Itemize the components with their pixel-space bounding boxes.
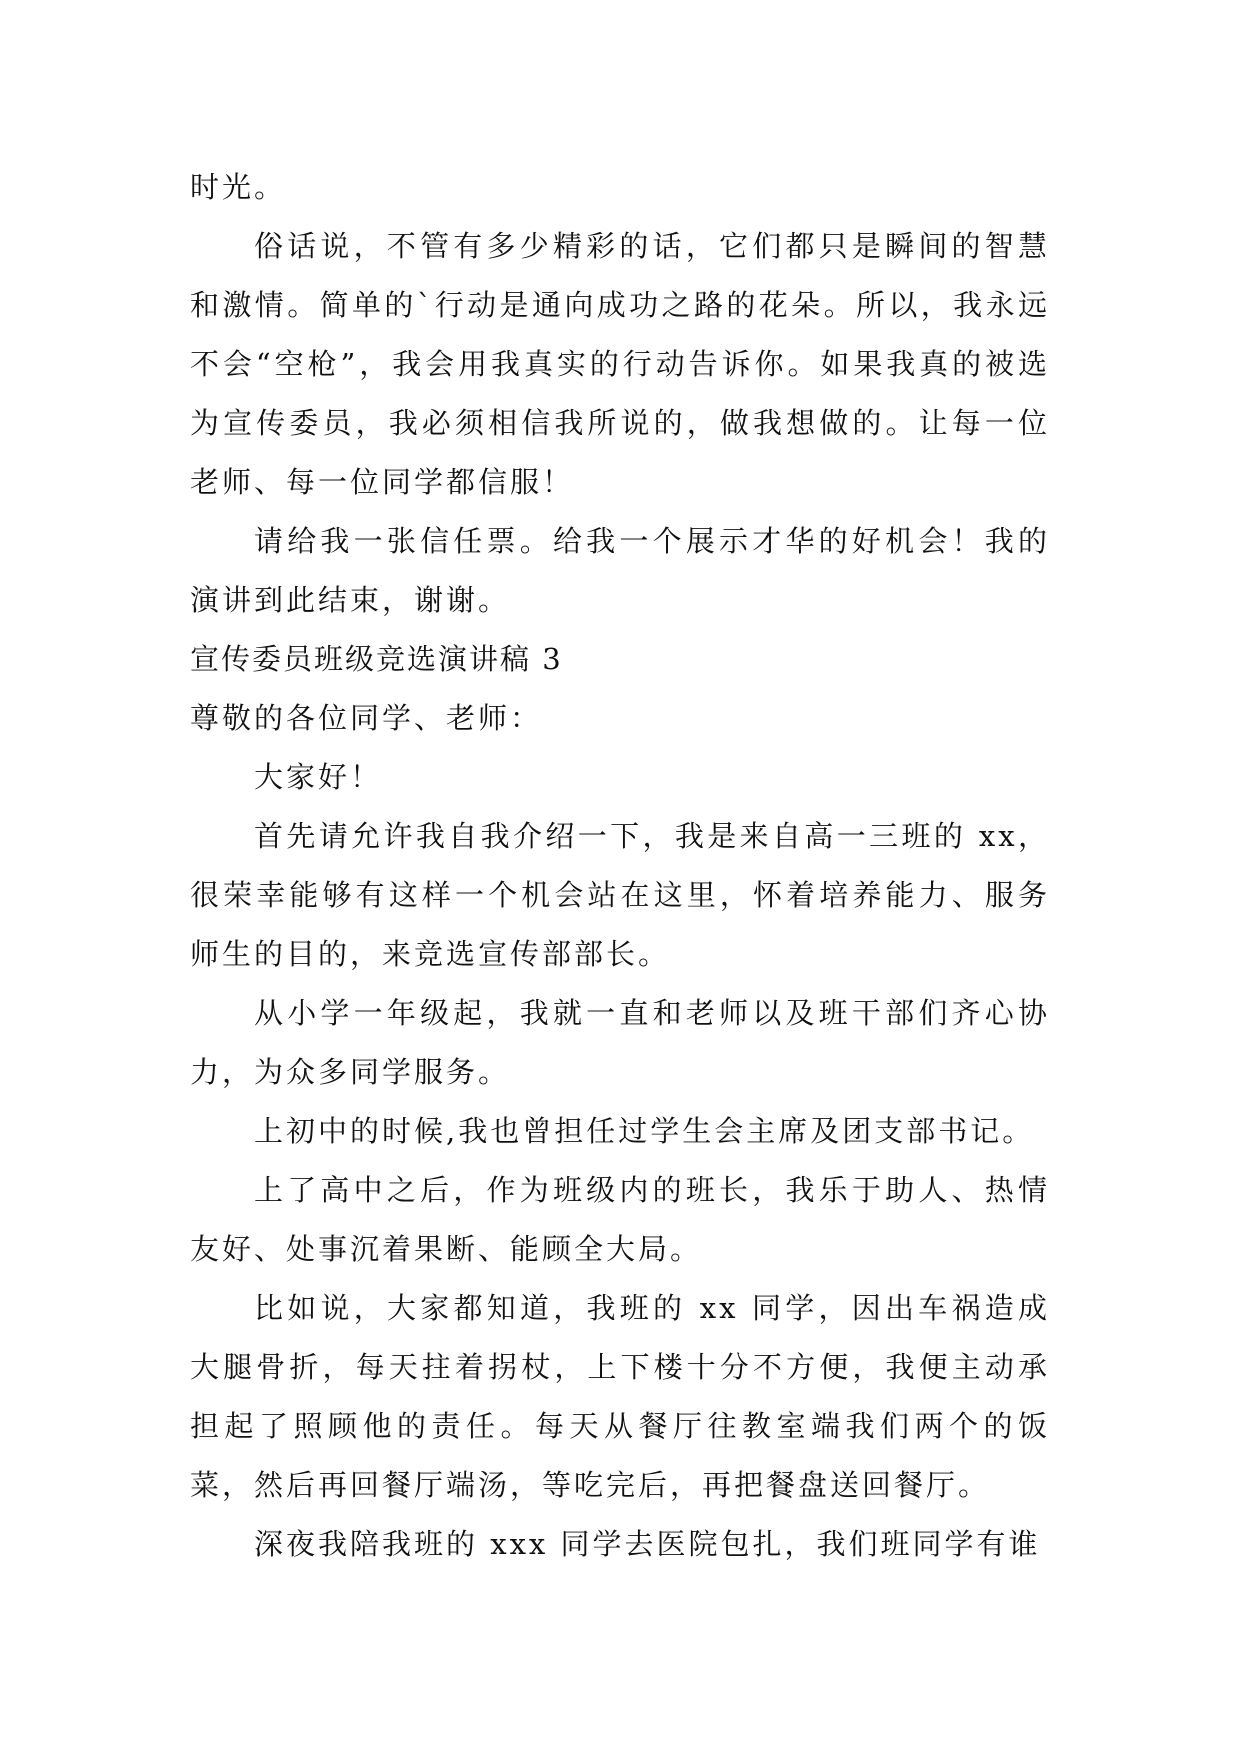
paragraph: 请给我一张信任票。给我一个展示才华的好机会！我的演讲到此结束，谢谢。: [190, 524, 1050, 617]
paragraph: 俗话说，不管有多少精彩的话，它们都只是瞬间的智慧和激情。简单的`行动是通向成功之路的花朵。所以，我永远不会“空枪”，我会用我真实的行动告诉你。如果我真的被选为宣传委员，我必须相信我所说的，做我想做的。让每一位老师、每一位同学都信服！: [190, 229, 1050, 499]
paragraph: 从小学一年级起，我就一直和老师以及班干部们齐心协力，为众多同学服务。: [190, 996, 1050, 1089]
paragraph: 时光。: [190, 170, 287, 204]
paragraph: 深夜我陪我班的 xxx 同学去医院包扎，我们班同学有谁: [254, 1527, 1041, 1561]
paragraph: 比如说，大家都知道，我班的 xx 同学，因出车祸造成大腿骨折，每天拄着拐杖，上下楼十分不方便，我便主动承担起了照顾他的责任。每天从餐厅往教室端我们两个的饭菜，然后再回餐厅端汤，等吃完后，再把餐盘送回餐厅。: [190, 1291, 1050, 1502]
salutation: 尊敬的各位同学、老师：: [190, 701, 543, 735]
document-body: [190, 158, 1050, 1574]
greeting: 大家好！: [254, 760, 383, 794]
paragraph: 首先请允许我自我介绍一下，我是来自高一三班的 xx，很荣幸能够有这样一个机会站在这里，怀着培养能力、服务师生的目的，来竞选宣传部部长。: [190, 819, 1050, 971]
paragraph: 上了高中之后，作为班级内的班长，我乐于助人、热情友好、处事沉着果断、能顾全大局。: [190, 1173, 1050, 1266]
section-heading: 宣传委员班级竞选演讲稿 3: [190, 642, 563, 676]
paragraph: 上初中的时候,我也曾担任过学生会主席及团支部书记。: [254, 1114, 1035, 1148]
